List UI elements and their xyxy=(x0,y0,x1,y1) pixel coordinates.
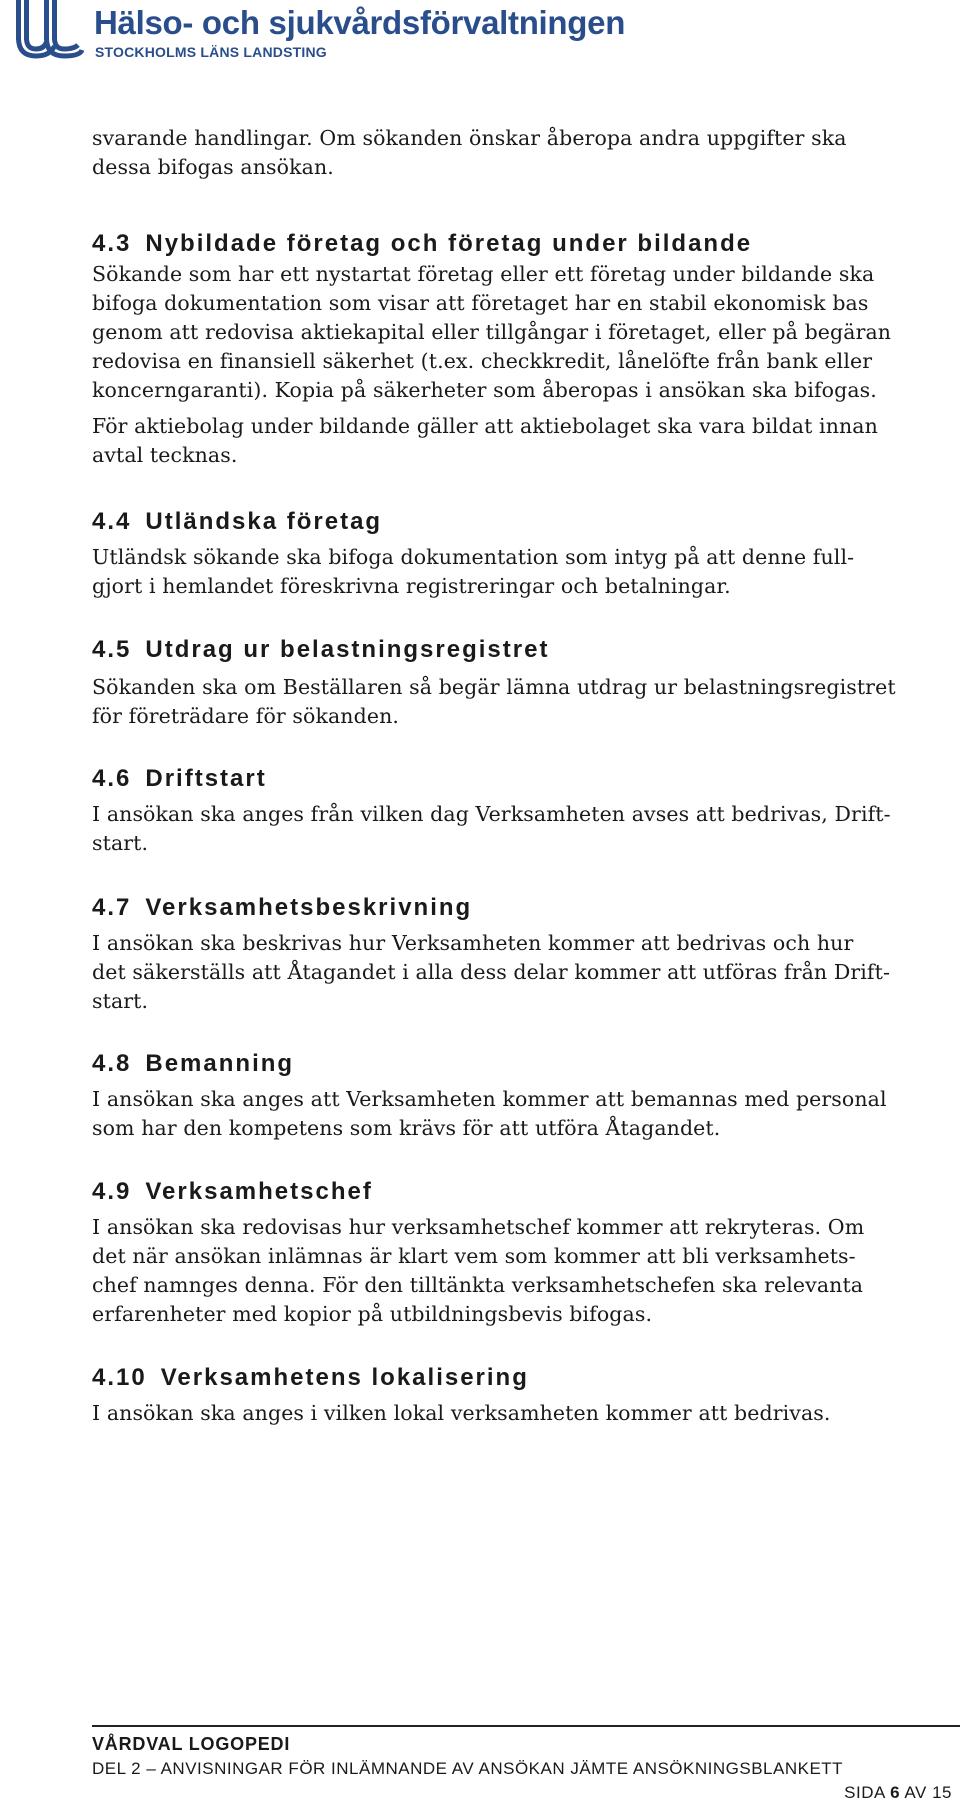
section-heading xyxy=(92,1049,952,1079)
page-prefix: SIDA xyxy=(844,1783,885,1802)
section-heading xyxy=(92,1177,952,1207)
text-line: svarande handlingar. Om sökanden önskar åberopa andra uppgifter ska xyxy=(92,126,847,150)
sll-logo-icon xyxy=(8,0,86,60)
text-line: I ansökan ska anges i vilken lokal verksamheten kommer att bedrivas. xyxy=(92,1401,831,1425)
text-line: det säkerställs att Åtagandet i alla dess delar kommer att utföras från Drift- xyxy=(92,960,890,984)
section-title: Verksamhetsbeskrivning xyxy=(145,894,473,921)
text-line: dessa bifogas ansökan. xyxy=(92,155,334,179)
text-line: chef namnges denna. För den tilltänkta verksamhetschefen ska relevanta xyxy=(92,1273,864,1297)
section-paragraph xyxy=(92,1213,952,1329)
text-line: det när ansökan inlämnas är klart vem som kommer att bli verksamhets- xyxy=(92,1244,856,1268)
page-header xyxy=(8,0,708,62)
section-title: Driftstart xyxy=(145,765,267,792)
section-number: 4.3 xyxy=(92,230,132,257)
section-number: 4.4 xyxy=(92,508,132,535)
section-paragraph xyxy=(92,673,952,731)
organization-name: Hälso- och sjukvårdsförvaltningen xyxy=(94,4,626,41)
text-line: koncerngaranti). Kopia på säkerheter som åberopas i ansökan ska bifogas. xyxy=(92,378,877,402)
footer-subtitle: DEL 2 – ANVISNINGAR FÖR INLÄMNANDE AV ANSÖKAN JÄMTE ANSÖKNINGSBLANKETT xyxy=(92,1759,844,1778)
section-title: Utländska företag xyxy=(145,508,383,535)
page-separator: AV xyxy=(904,1783,927,1802)
section-title: Verksamhetschef xyxy=(145,1178,373,1205)
text-line: Sökanden ska om Beställaren så begär lämna utdrag ur belastningsregistret xyxy=(92,675,896,699)
text-line: start. xyxy=(92,989,149,1013)
text-line: bifoga dokumentation som visar att företaget har en stabil ekonomisk bas xyxy=(92,291,869,315)
section-title: Bemanning xyxy=(145,1050,295,1077)
text-line: avtal tecknas. xyxy=(92,443,238,467)
text-line: I ansökan ska anges från vilken dag Verksamheten avses att bedrivas, Drift- xyxy=(92,802,891,826)
text-line: för företrädare för sökanden. xyxy=(92,704,399,728)
text-line: som har den kompetens som krävs för att utföra Åtagandet. xyxy=(92,1116,721,1140)
text-line: gjort i hemlandet föreskrivna registreringar och betalningar. xyxy=(92,574,731,598)
text-line: erfarenheter med kopior på utbildningsbevis bifogas. xyxy=(92,1302,653,1326)
section-heading xyxy=(92,229,952,259)
section-paragraph xyxy=(92,412,952,470)
section-number: 4.8 xyxy=(92,1050,132,1077)
section-number: 4.6 xyxy=(92,765,132,792)
organization-subtitle: STOCKHOLMS LÄNS LANDSTING xyxy=(95,44,327,60)
section-heading xyxy=(92,764,952,794)
section-paragraph xyxy=(92,543,952,601)
text-line: I ansökan ska beskrivas hur Verksamheten kommer att bedrivas och hur xyxy=(92,931,854,955)
section-number: 4.9 xyxy=(92,1178,132,1205)
text-line: I ansökan ska redovisas hur verksamhetschef kommer att rekryteras. Om xyxy=(92,1215,865,1239)
section-title: Nybildade företag och företag under bildande xyxy=(145,230,753,257)
section-heading xyxy=(92,507,952,537)
section-paragraph xyxy=(92,800,952,858)
text-line: För aktiebolag under bildande gäller att aktiebolaget ska vara bildat innan xyxy=(92,414,878,438)
section-paragraph xyxy=(92,260,952,405)
section-title: Verksamhetens lokalisering xyxy=(160,1364,529,1391)
text-line: redovisa en finansiell säkerhet (t.ex. checkkredit, lånelöfte från bank eller xyxy=(92,349,873,373)
text-line: Sökande som har ett nystartat företag eller ett företag under bildande ska xyxy=(92,262,875,286)
page-current: 6 xyxy=(890,1783,901,1802)
page-total: 15 xyxy=(932,1783,952,1802)
text-line: Utländsk sökande ska bifoga dokumentation som intyg på att denne full- xyxy=(92,545,855,569)
section-heading xyxy=(92,893,952,923)
section-number: 4.10 xyxy=(92,1364,147,1391)
footer-title: VÅRDVAL LOGOPEDI xyxy=(92,1734,291,1754)
section-title: Utdrag ur belastningsregistret xyxy=(145,636,550,663)
page-number xyxy=(844,1783,952,1803)
text-line: genom att redovisa aktiekapital eller tillgångar i företaget, eller på begäran xyxy=(92,320,892,344)
section-paragraph xyxy=(92,929,952,1016)
intro-paragraph xyxy=(92,124,952,182)
section-paragraph xyxy=(92,1085,952,1143)
text-line: start. xyxy=(92,831,149,855)
section-number: 4.7 xyxy=(92,894,132,921)
section-number: 4.5 xyxy=(92,636,132,663)
document-body xyxy=(92,124,952,1428)
footer-divider xyxy=(92,1725,960,1727)
section-heading xyxy=(92,635,952,665)
section-paragraph xyxy=(92,1399,952,1428)
section-heading xyxy=(92,1363,952,1393)
text-line: I ansökan ska anges att Verksamheten kommer att bemannas med personal xyxy=(92,1087,887,1111)
